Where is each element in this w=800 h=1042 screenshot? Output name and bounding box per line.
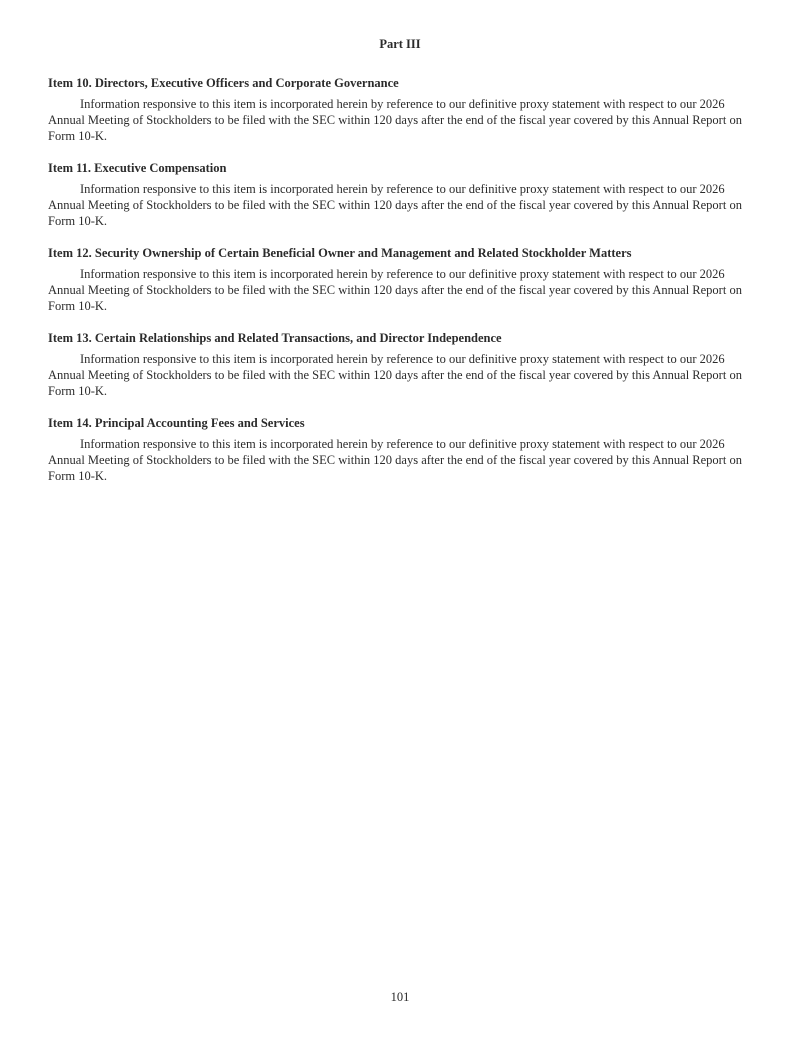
item-14-body: Information responsive to this item is incorporated herein by reference to our definitive proxy statement with respect to our 2026 Annual Meeting of Stockholders to be filed with the SEC within 120 days after the end of the fiscal year covered by this Annual Report on Form 10-K. [48, 437, 742, 483]
item-14-section [48, 415, 750, 484]
item-14-heading: Item 14. Principal Accounting Fees and Services [48, 416, 305, 430]
sections-container [48, 75, 750, 500]
page-number: 101 [390, 990, 410, 1004]
item-12-section [48, 245, 750, 314]
item-12-body: Information responsive to this item is incorporated herein by reference to our definitive proxy statement with respect to our 2026 Annual Meeting of Stockholders to be filed with the SEC within 120 days after the end of the fiscal year covered by this Annual Report on Form 10-K. [48, 267, 742, 313]
item-11-heading: Item 11. Executive Compensation [48, 161, 227, 175]
item-10-body: Information responsive to this item is incorporated herein by reference to our definitive proxy statement with respect to our 2026 Annual Meeting of Stockholders to be filed with the SEC within 120 days after the end of the fiscal year covered by this Annual Report on Form 10-K. [48, 97, 742, 143]
item-10-section [48, 75, 750, 144]
item-10-heading: Item 10. Directors, Executive Officers and Corporate Governance [48, 76, 399, 90]
item-11-body: Information responsive to this item is incorporated herein by reference to our definitive proxy statement with respect to our 2026 Annual Meeting of Stockholders to be filed with the SEC within 120 days after the end of the fiscal year covered by this Annual Report on Form 10-K. [48, 182, 742, 228]
item-13-heading: Item 13. Certain Relationships and Related Transactions, and Director Independence [48, 331, 502, 345]
item-11-section [48, 160, 750, 229]
item-13-section [48, 330, 750, 399]
item-13-body: Information responsive to this item is incorporated herein by reference to our definitive proxy statement with respect to our 2026 Annual Meeting of Stockholders to be filed with the SEC within 120 days after the end of the fiscal year covered by this Annual Report on Form 10-K. [48, 352, 742, 398]
part-title: Part III [379, 37, 421, 51]
item-12-heading: Item 12. Security Ownership of Certain Beneficial Owner and Management and Related Stockholder Matters [48, 246, 632, 260]
